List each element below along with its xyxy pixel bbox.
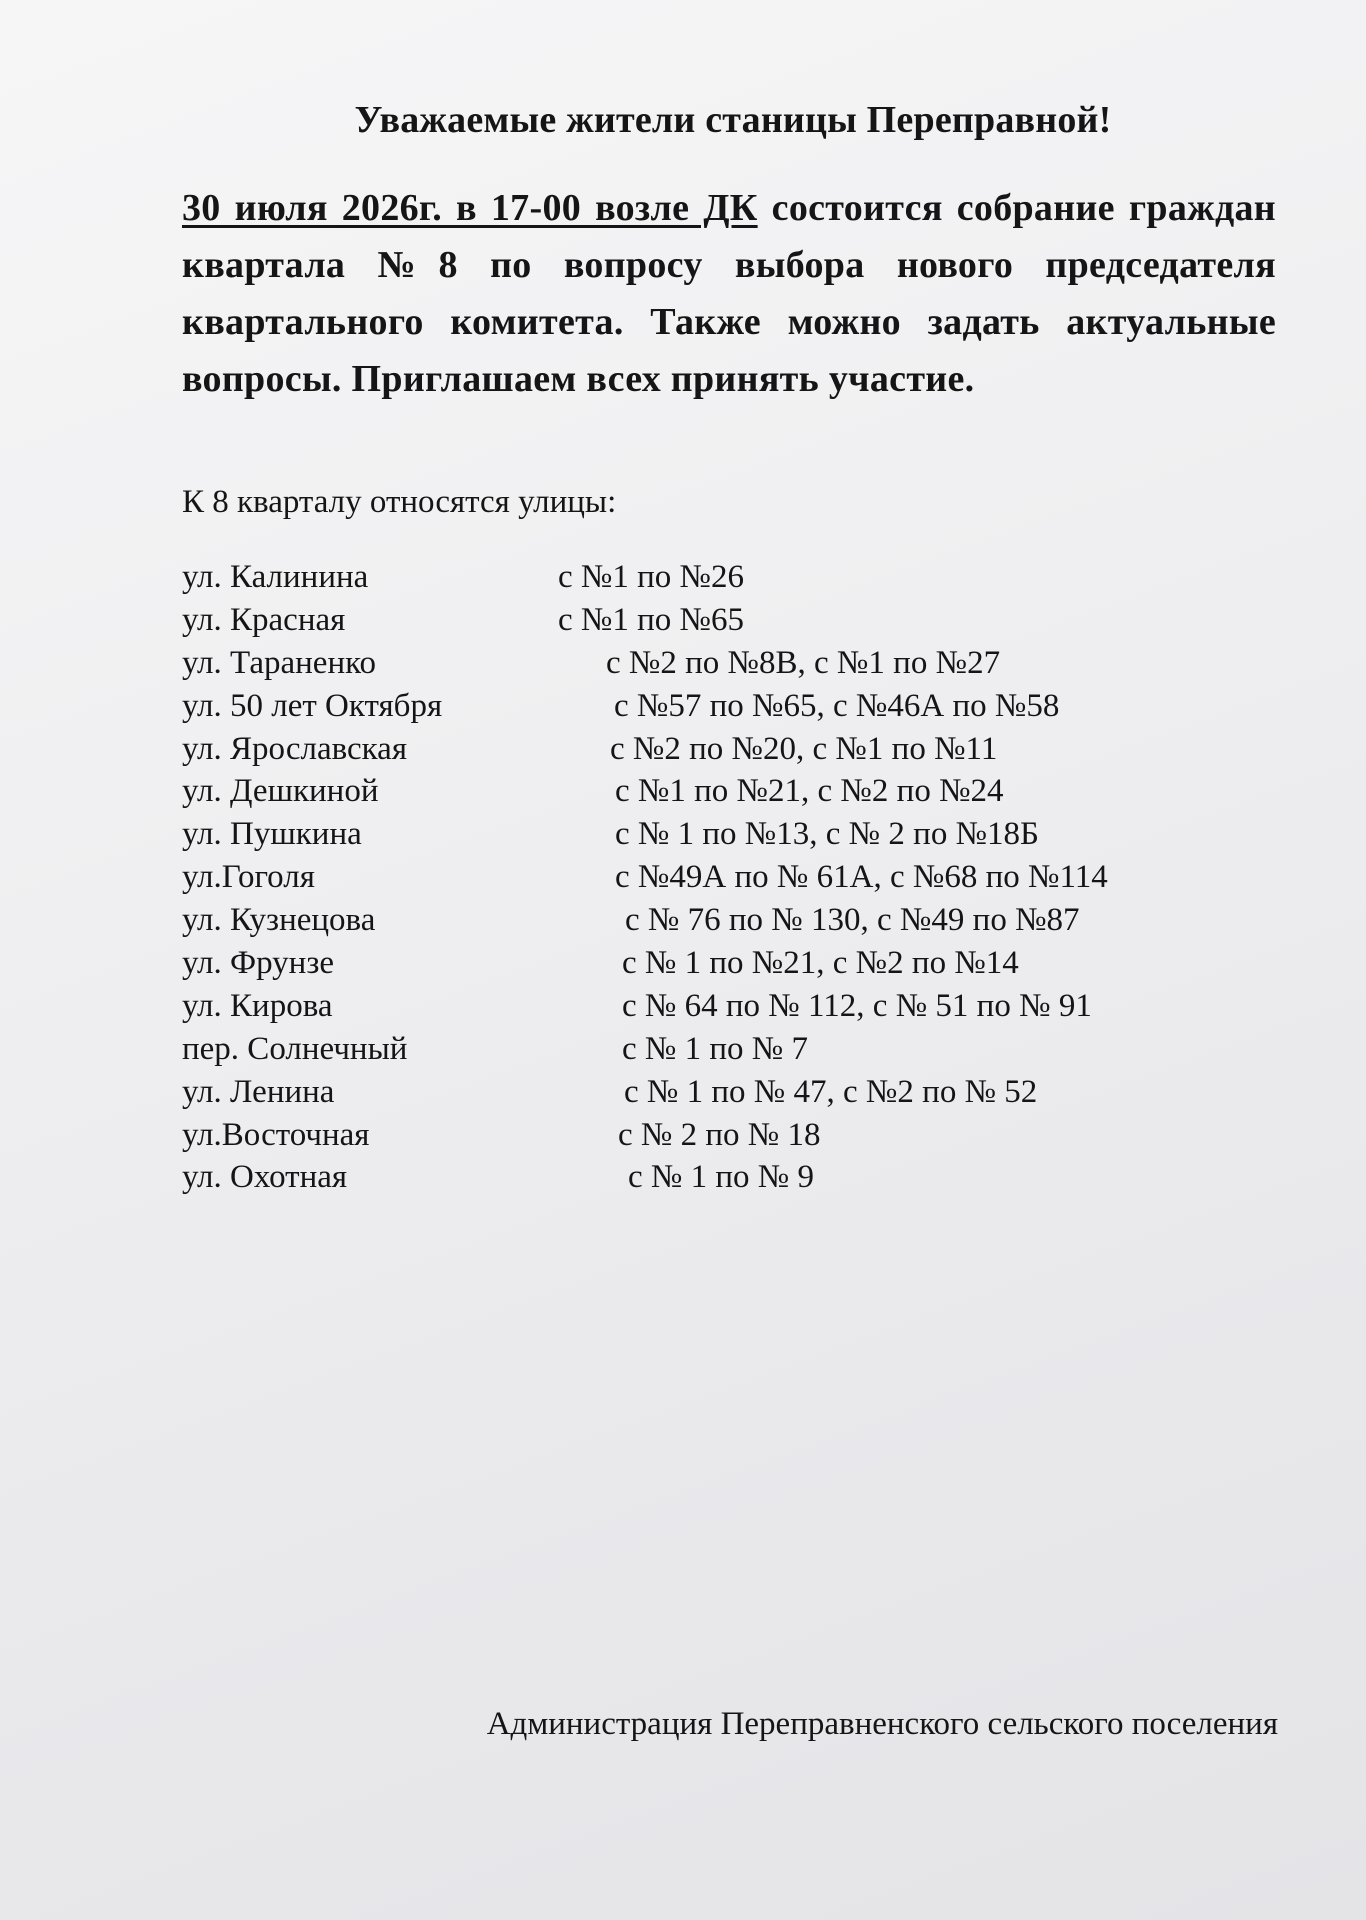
street-row (182, 942, 1282, 985)
street-range: с №1 по №21, с №2 по №24 (615, 773, 1004, 810)
street-range: с № 76 по № 130, с №49 по №87 (625, 902, 1080, 939)
street-name: пер. Солнечный (182, 1030, 408, 1067)
street-range: с №1 по №65 (558, 601, 745, 638)
street-name: ул. Охотная (182, 1159, 348, 1196)
announcement-paragraph (182, 180, 1276, 408)
streets-list (182, 556, 1282, 1199)
street-range: с № 64 по № 112, с № 51 по № 91 (622, 987, 1092, 1024)
street-name: ул. Кирова (182, 987, 333, 1024)
street-row (182, 556, 1282, 599)
streets-intro: К 8 кварталу относятся улицы: (182, 484, 617, 520)
document-heading: Уважаемые жители станицы Переправной! (354, 99, 1112, 141)
street-name: ул. 50 лет Октября (182, 687, 443, 724)
street-range: с №1 по №26 (558, 559, 745, 595)
street-name: ул.Гоголя (182, 859, 315, 896)
street-name: ул. Фрунзе (182, 945, 334, 982)
street-name: ул. Тараненко (182, 644, 376, 681)
street-row (182, 1028, 1282, 1071)
street-row (182, 813, 1282, 856)
street-range: с №49А по № 61А, с №68 по №114 (615, 859, 1108, 896)
street-range: с №57 по №65, с №46А по №58 (614, 687, 1060, 724)
street-row (182, 770, 1282, 813)
street-name: ул. Красная (182, 601, 346, 638)
street-range: с № 1 по №13, с № 2 по №18Б (615, 816, 1040, 853)
street-name: ул.Восточная (182, 1116, 370, 1153)
street-row (182, 899, 1282, 942)
street-range: с № 2 по № 18 (618, 1116, 821, 1153)
street-range: с №2 по №8В, с №1 по №27 (606, 644, 1001, 681)
street-name: ул. Кузнецова (182, 902, 376, 939)
street-row (182, 685, 1282, 728)
signature: Администрация Переправненского сельского поселения (486, 1706, 1278, 1742)
street-row (182, 1071, 1282, 1114)
street-row (182, 642, 1282, 685)
street-range: с № 1 по № 9 (628, 1159, 815, 1196)
street-name: ул. Ленина (182, 1073, 335, 1110)
street-name: ул. Пушкина (182, 816, 362, 853)
street-row (182, 728, 1282, 771)
street-range: с № 1 по № 47, с №2 по № 52 (624, 1073, 1038, 1110)
street-name: ул. Калинина (182, 559, 369, 595)
announcement-date-place: 30 июля 2026г. в 17-00 возле ДК (182, 187, 758, 229)
street-range: с № 1 по №21, с №2 по №14 (622, 945, 1019, 982)
announcement-text: состоится собрание граждан квартала №8 по вопросу выбора нового председателя квартального комитета. Также можно задать актуальные вопросы. Приглашаем всех принять участие. (182, 187, 1276, 400)
street-range: с № 1 по № 7 (622, 1030, 809, 1067)
street-row (182, 1156, 1282, 1199)
street-row (182, 599, 1282, 642)
street-row (182, 985, 1282, 1028)
street-row (182, 856, 1282, 899)
street-row (182, 1114, 1282, 1157)
street-name: ул. Ярославская (182, 730, 408, 767)
street-range: с №2 по №20, с №1 по №11 (610, 730, 998, 767)
street-name: ул. Дешкиной (182, 773, 379, 810)
